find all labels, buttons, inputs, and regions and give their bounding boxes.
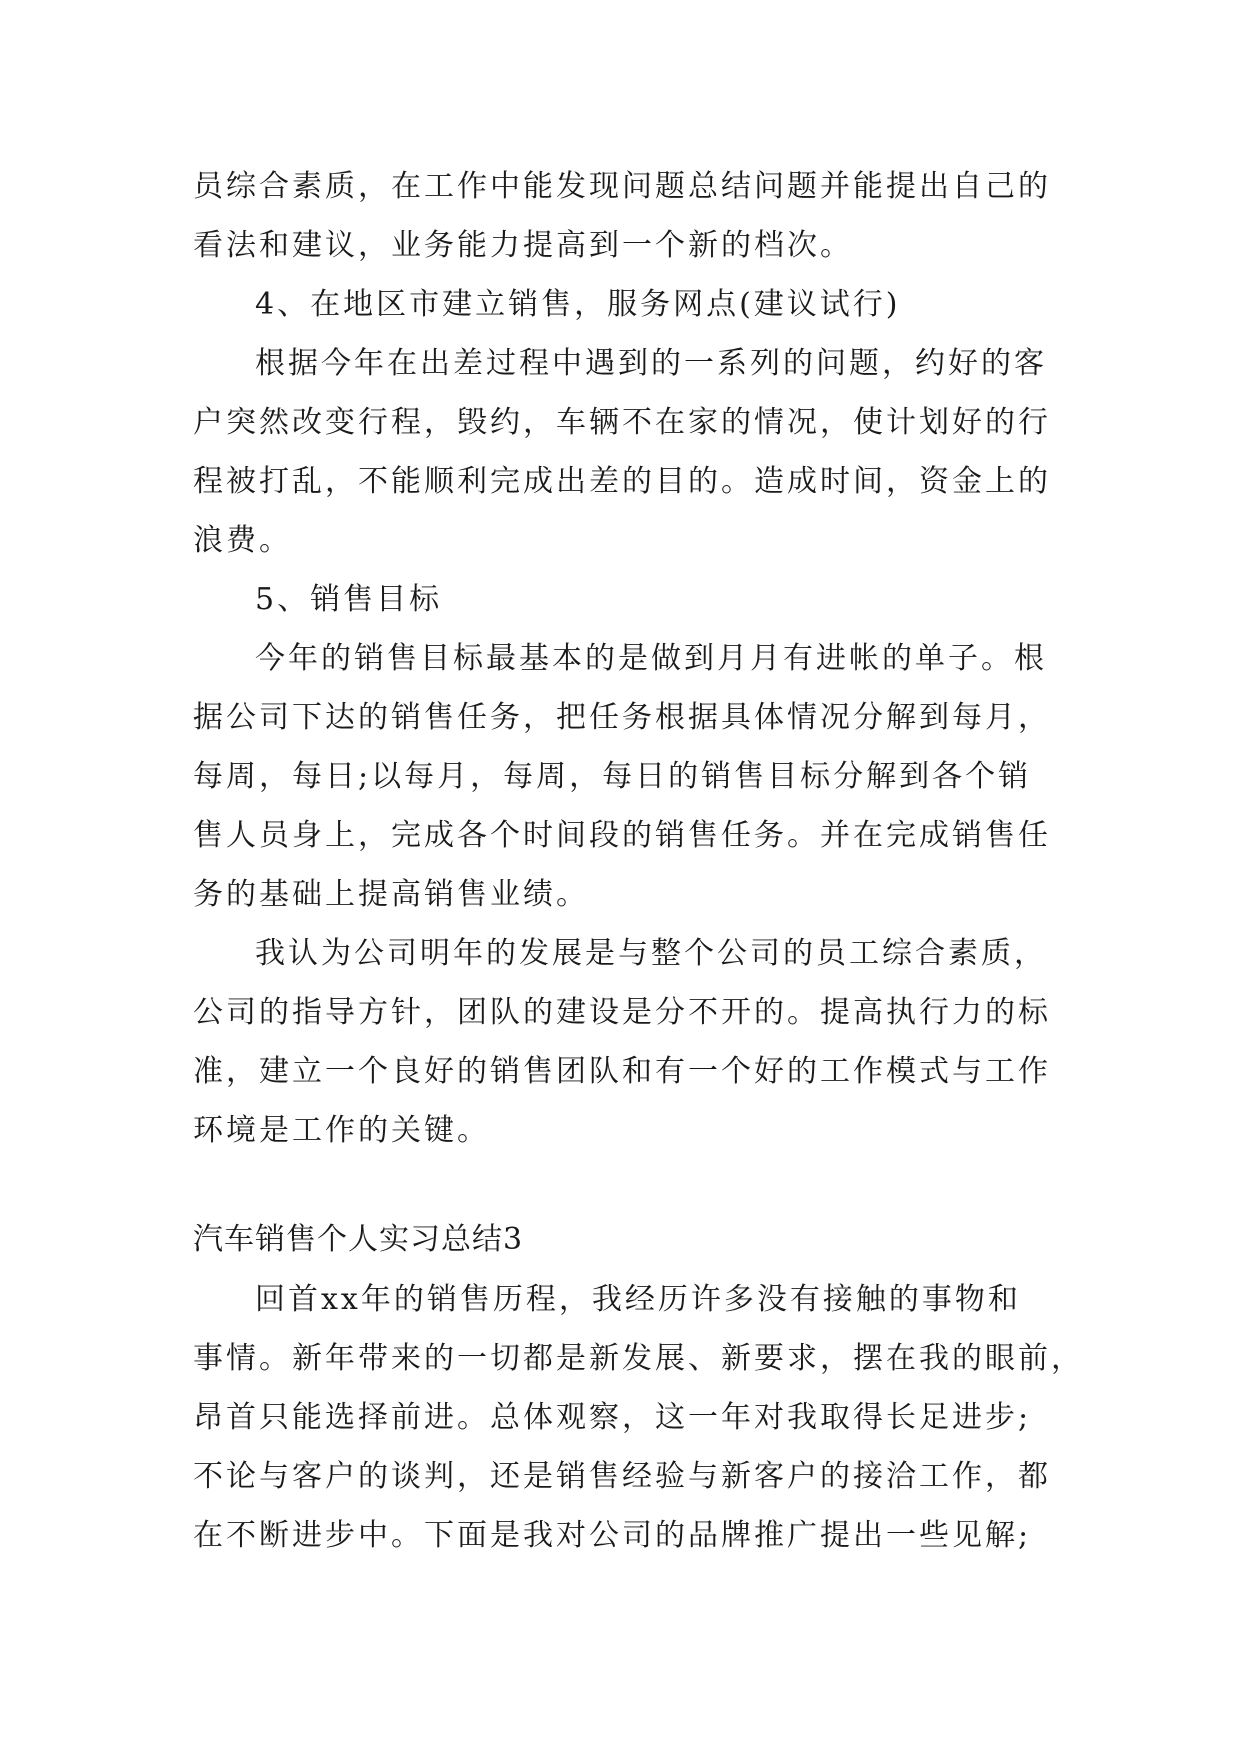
list-item-4: 4、在地区市建立销售，服务网点(建议试行) [255, 287, 901, 322]
text-line: 环境是工作的关键。 [193, 1113, 490, 1148]
body-text-section-1 [193, 157, 1055, 1160]
text-line: 今年的销售目标最基本的是做到月月有进帐的单子。根 [255, 641, 1047, 676]
text-line: 准，建立一个良好的销售团队和有一个好的工作模式与工作 [193, 1054, 1051, 1089]
text-line: 事情。新年带来的一切都是新发展、新要求，摆在我的眼前， [193, 1341, 1084, 1376]
text-line: 售人员身上，完成各个时间段的销售任务。并在完成销售任 [193, 818, 1051, 853]
text-line: 每周，每日;以每月，每周，每日的销售目标分解到各个销 [193, 759, 1032, 794]
text-line: 据公司下达的销售任务，把任务根据具体情况分解到每月， [193, 700, 1051, 735]
section-heading: 汽车销售个人实习总结3 [193, 1222, 524, 1257]
text-line: 回首xx年的销售历程，我经历许多没有接触的事物和 [255, 1282, 1021, 1317]
text-line: 在不断进步中。下面是我对公司的品牌推广提出一些见解; [193, 1518, 1032, 1553]
text-line: 我认为公司明年的发展是与整个公司的员工综合素质， [255, 936, 1047, 971]
text-line: 不论与客户的谈判，还是销售经验与新客户的接洽工作，都 [193, 1459, 1051, 1494]
text-line: 户突然改变行程，毁约，车辆不在家的情况，使计划好的行 [193, 405, 1051, 440]
text-line: 浪费。 [193, 523, 292, 558]
text-line: 务的基础上提高销售业绩。 [193, 877, 589, 912]
list-item-5: 5、销售目标 [255, 582, 443, 617]
text-line: 看法和建议，业务能力提高到一个新的档次。 [193, 228, 853, 263]
text-line: 员综合素质，在工作中能发现问题总结问题并能提出自己的 [193, 169, 1051, 204]
text-line: 根据今年在出差过程中遇到的一系列的问题，约好的客 [255, 346, 1047, 381]
text-line: 公司的指导方针，团队的建设是分不开的。提高执行力的标 [193, 995, 1051, 1030]
text-line: 昂首只能选择前进。总体观察，这一年对我取得长足进步; [193, 1400, 1032, 1435]
text-line: 程被打乱，不能顺利完成出差的目的。造成时间，资金上的 [193, 464, 1051, 499]
body-text-section-2 [193, 1270, 1084, 1565]
